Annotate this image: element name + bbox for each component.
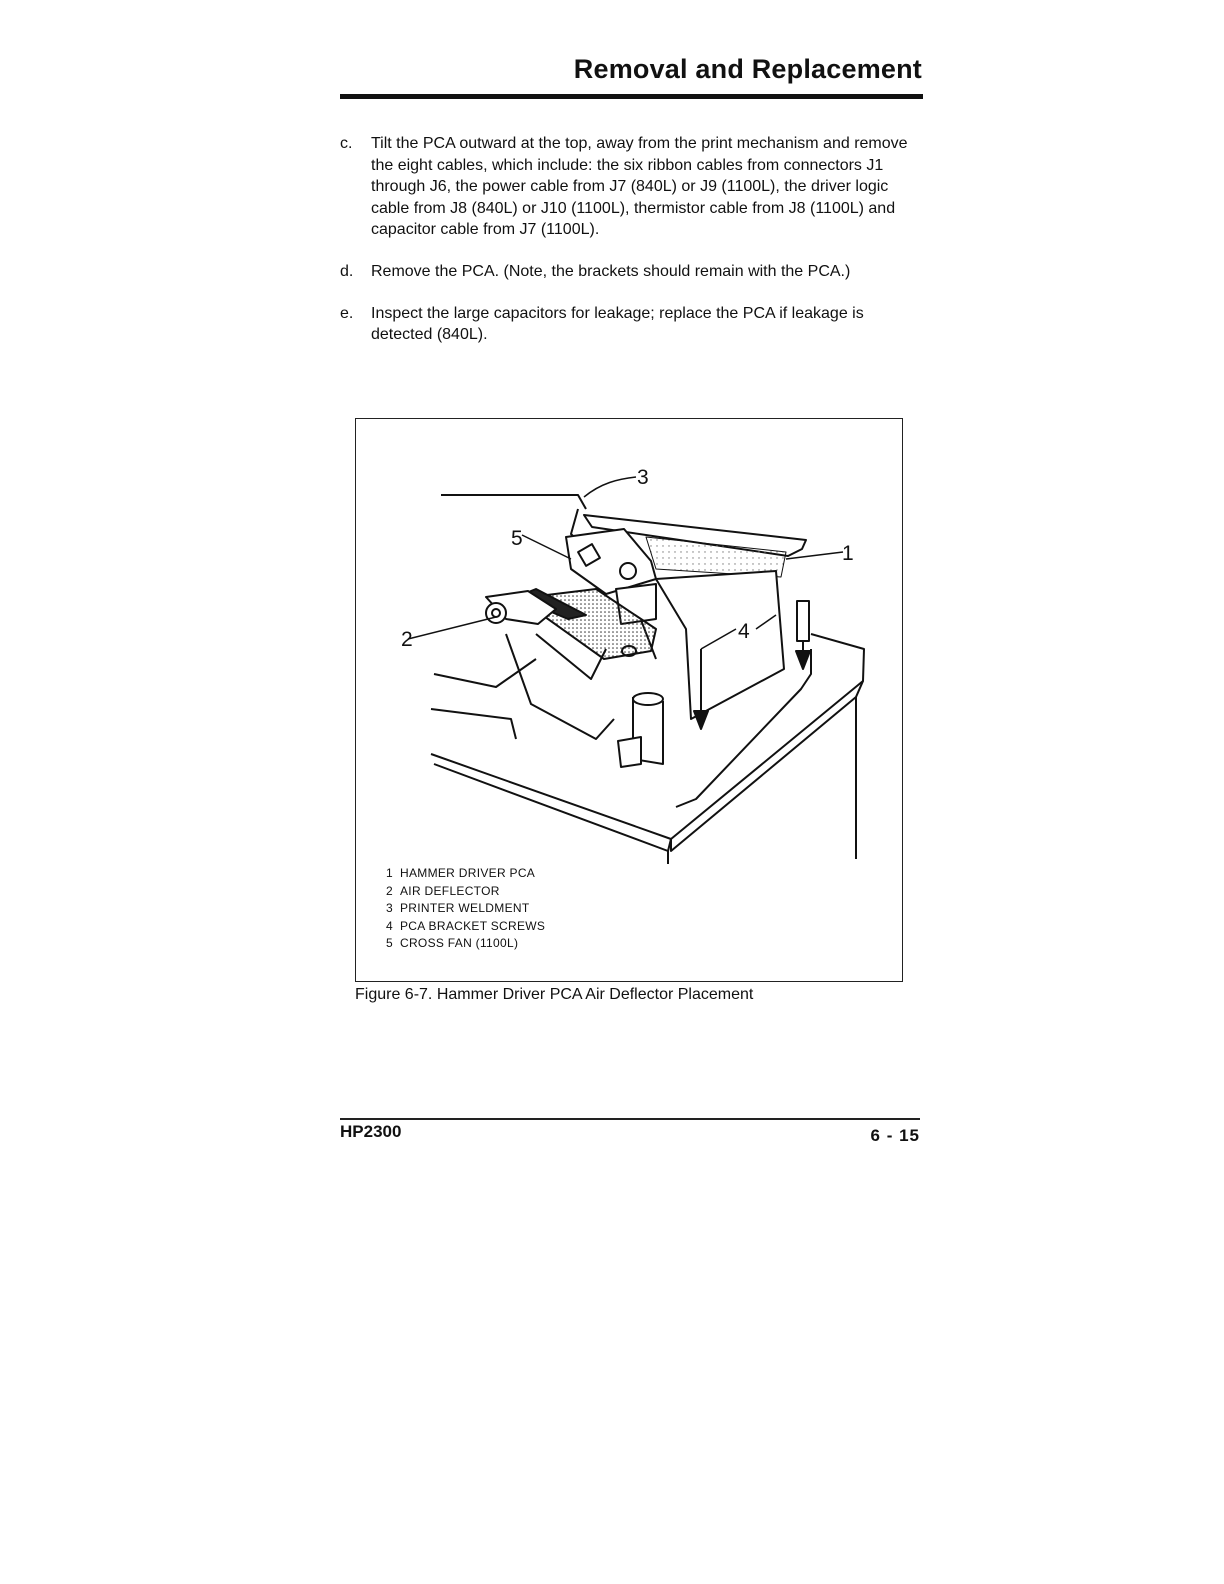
callout-2: 2 <box>401 628 413 651</box>
legend-item: 4 PCA BRACKET SCREWS <box>386 918 546 933</box>
step-label: d. <box>340 262 354 280</box>
figure-box <box>355 418 903 982</box>
step-d <box>340 261 925 283</box>
step-text: Inspect the large capacitors for leakage; replace the PCA if leakage is detected (840L). <box>371 304 864 344</box>
page-number: 6 - 15 <box>870 1126 920 1145</box>
figure-caption: Figure 6-7. Hammer Driver PCA Air Deflector Placement <box>355 986 754 1003</box>
step-e <box>340 303 925 346</box>
step-list <box>340 133 925 366</box>
step-label: c. <box>340 135 353 152</box>
page-title: Removal and Replacement <box>573 54 922 84</box>
legend-item: 5 CROSS FAN (1100L) <box>386 936 519 950</box>
callout-3: 3 <box>637 466 649 489</box>
step-text: Remove the PCA. (Note, the brackets should remain with the PCA.) <box>371 262 851 280</box>
title-rule <box>340 94 923 99</box>
legend-item: 1 HAMMER DRIVER PCA <box>386 866 536 880</box>
legend-item: 3 PRINTER WELDMENT <box>386 901 530 915</box>
legend-item: 2 AIR DEFLECTOR <box>386 883 500 898</box>
figure-legend <box>386 865 545 953</box>
step-label: e. <box>340 304 354 322</box>
footer-rule <box>340 1118 920 1120</box>
callout-5: 5 <box>511 527 523 550</box>
callout-1: 1 <box>842 542 854 565</box>
callout-4: 4 <box>738 620 750 643</box>
step-c <box>340 133 925 241</box>
footer-doc-id: HP2300 <box>340 1122 402 1141</box>
step-text: Tilt the PCA outward at the top, away from the print mechanism and remove the eight cables, which include: the six ribbon cables from connectors J1 through J6, the power cable from J7 (840L) or J9 (1100L), the driver logic cable from J8 (840L) or J10 (1100L), thermistor cable from J8 (1100L) and capacitor cable from J7 (1100L). <box>371 135 908 239</box>
